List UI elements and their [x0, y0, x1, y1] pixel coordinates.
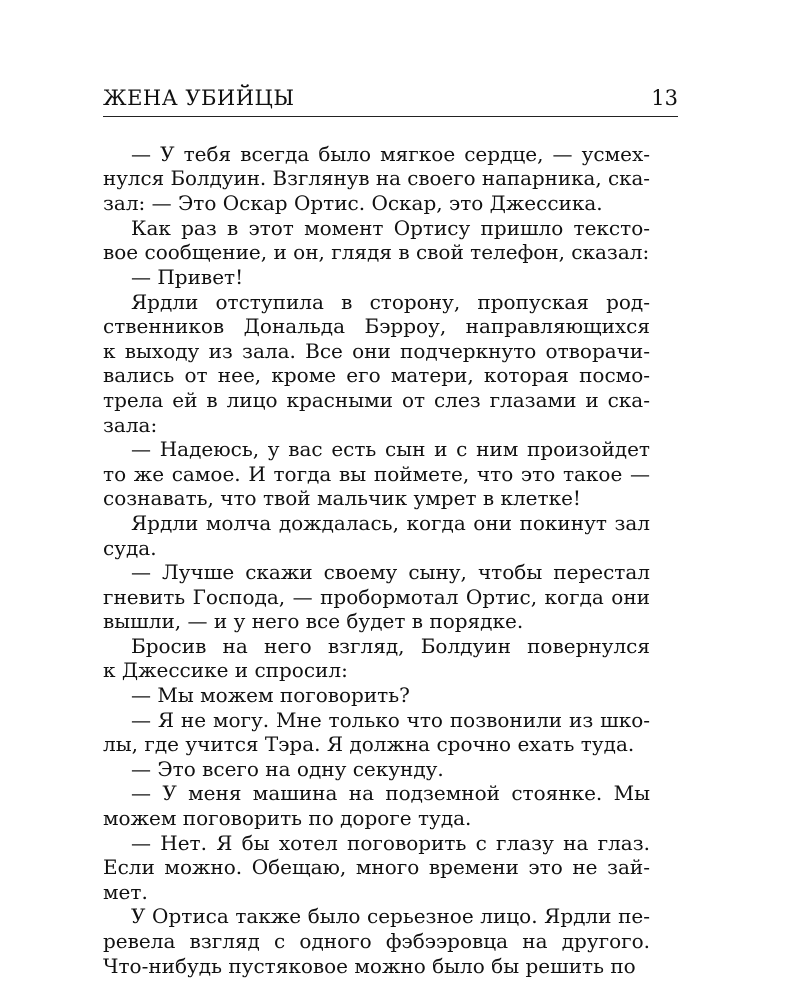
- text-line: можем поговорить по дороге туда.: [103, 806, 472, 831]
- text-line: Ярдли отступила в сторону, пропуская род-: [131, 289, 650, 314]
- text-line: — У тебя всегда было мягкое сердце, — усмех-: [131, 142, 650, 166]
- text-line: зал: — Это Оскар Ортис. Оскар, это Джессика.: [103, 191, 603, 216]
- text-line: ственников Дональда Бэрроу, направляющихся: [103, 314, 650, 339]
- paragraph: [103, 831, 678, 905]
- paragraph: [103, 511, 678, 560]
- text-line: мет.: [103, 879, 148, 904]
- text-line: — Привет!: [131, 264, 244, 289]
- paragraph: [103, 781, 678, 830]
- paragraph: [103, 142, 678, 216]
- text-line: лы, где учится Тэра. Я должна срочно ехать туда.: [103, 732, 635, 757]
- paragraph: [103, 708, 678, 757]
- text-line: — У меня машина на подземной стоянке. Мы: [131, 781, 650, 806]
- text-line: вышли, — и у него все будет в порядке.: [103, 609, 524, 634]
- running-header: [103, 84, 678, 117]
- text-line: сознавать, что твой мальчик умрет в клетке!: [103, 486, 581, 511]
- text-line: вались от нее, кроме его матери, которая посмо-: [103, 363, 650, 388]
- paragraph: [103, 265, 678, 290]
- paragraph: [103, 216, 678, 265]
- text-line: зала:: [103, 412, 158, 437]
- text-line: гневить Господа, — пробормотал Ортис, когда они: [103, 584, 650, 609]
- text-line: вое сообщение, и он, глядя в свой телефон, сказал:: [103, 240, 650, 265]
- text-line: Как раз в этот момент Ортису пришло тексто-: [131, 215, 650, 240]
- text-line: — Надеюсь, у вас есть сын и с ним произойдет: [131, 437, 650, 462]
- paragraph: [103, 437, 678, 511]
- paragraph: [103, 634, 678, 683]
- text-line: Ярдли молча дождалась, когда они покинут зал: [131, 510, 650, 535]
- paragraph: [103, 904, 678, 978]
- text-line: ревела взгляд с одного фэбээровца на другого.: [103, 929, 650, 953]
- paragraph: [103, 560, 678, 634]
- text-line: то же самое. И тогда вы поймете, что это такое —: [103, 461, 650, 486]
- text-line: У Ортиса также было серьезное лицо. Ярдли пе-: [131, 904, 650, 929]
- text-line: к выходу из зала. Все они подчеркнуто отворачи-: [103, 338, 650, 363]
- body-text: [103, 142, 678, 978]
- text-line: — Это всего на одну секунду.: [131, 756, 444, 781]
- text-line: нулся Болдуин. Взглянув на своего напарника, ска-: [103, 166, 651, 190]
- text-line: трела ей в лицо красными от слез глазами и ска-: [103, 387, 650, 412]
- text-line: Бросив на него взгляд, Болдуин повернулся: [131, 633, 650, 658]
- text-line: Если можно. Обещаю, много времени это не зай-: [103, 855, 650, 880]
- text-line: Что-нибудь пустяковое можно было бы решить по: [103, 953, 636, 978]
- text-line: — Нет. Я бы хотел поговорить с глазу на глаз.: [131, 830, 650, 855]
- text-line: — Я не могу. Мне только что позвонили из шко-: [131, 707, 650, 732]
- paragraph: [103, 683, 678, 708]
- paragraph: [103, 757, 678, 782]
- page-number: 13: [651, 86, 678, 110]
- text-line: к Джессике и спросил:: [103, 658, 348, 683]
- paragraph: [103, 290, 678, 438]
- text-line: суда.: [103, 535, 157, 560]
- text-line: — Мы можем поговорить?: [131, 683, 410, 708]
- text-line: — Лучше скажи своему сыну, чтобы перестал: [131, 560, 650, 585]
- book-title: ЖЕНА УБИЙЦЫ: [103, 86, 295, 110]
